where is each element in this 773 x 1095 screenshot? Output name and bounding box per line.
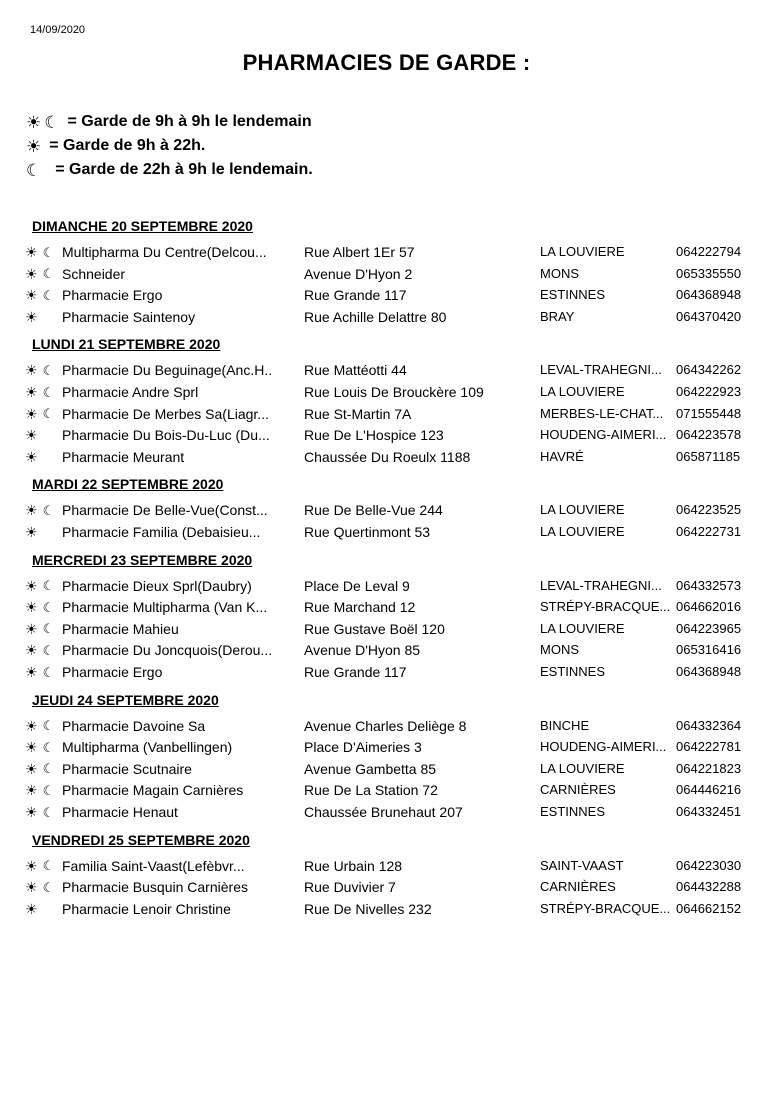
shift-icons <box>25 719 54 733</box>
sun-icon: ☀ <box>25 900 38 917</box>
pharmacy-address: Avenue Gambetta 85 <box>304 760 437 777</box>
pharmacy-row <box>0 287 773 308</box>
pharmacy-city: LEVAL-TRAHEGNI... <box>540 362 662 378</box>
pharmacy-address: Rue Louis De Brouckère 109 <box>304 384 484 400</box>
shift-icons <box>25 859 54 873</box>
day-title: MERCREDI 23 SEPTEMBRE 2020 <box>32 551 253 568</box>
sun-icon: ☀ <box>25 244 38 260</box>
pharmacy-phone: 064368948 <box>676 664 742 679</box>
moon-icon: ☾ <box>42 761 55 777</box>
pharmacy-phone: 064332451 <box>676 804 742 819</box>
pharmacy-row <box>0 266 773 287</box>
pharmacy-city: ESTINNES <box>540 287 606 303</box>
shift-icons <box>25 245 54 259</box>
sun-icon: ☀ <box>25 804 38 820</box>
moon-icon: ☾ <box>42 664 55 680</box>
shift-icons <box>25 267 54 281</box>
pharmacy-name: Pharmacie De Belle-Vue(Const... <box>62 502 268 519</box>
pharmacy-phone: 064221823 <box>676 760 742 776</box>
pharmacy-name: Pharmacie Busquin Carnières <box>62 879 248 896</box>
pharmacy-row <box>0 384 773 405</box>
moon-icon: ☾ <box>42 739 55 755</box>
pharmacy-name: Familia Saint-Vaast(Lefèbvr... <box>62 857 245 874</box>
pharmacy-city: LA LOUVIERE <box>540 524 625 539</box>
sun-icon: ☀ <box>25 427 38 444</box>
pharmacy-name: Pharmacie Lenoir Christine <box>62 900 231 917</box>
shift-icons <box>25 643 54 657</box>
shift-icons <box>25 579 54 593</box>
pharmacy-row <box>0 804 773 825</box>
sun-icon: ☀ <box>25 739 38 756</box>
pharmacy-city: MONS <box>540 265 579 281</box>
pharmacy-city: LA LOUVIERE <box>540 384 625 399</box>
sun-icon: ☀ <box>25 599 38 616</box>
shift-icons <box>25 805 54 819</box>
shift-icons <box>25 665 54 679</box>
shift-icons <box>25 880 54 894</box>
pharmacy-city: LA LOUVIERE <box>540 620 625 636</box>
sun-icon: ☀ <box>25 717 38 734</box>
pharmacy-phone: 071555448 <box>676 405 742 421</box>
moon-icon: ☾ <box>42 782 55 798</box>
pharmacy-address: Rue De L'Hospice 123 <box>304 427 444 444</box>
legend-line-day <box>26 134 313 158</box>
pharmacy-city: SAINT-VAAST <box>540 857 624 873</box>
pharmacy-address: Rue De Belle-Vue 244 <box>304 502 443 519</box>
pharmacy-row <box>0 362 773 383</box>
pharmacy-city: STRÉPY-BRACQUE... <box>540 599 671 615</box>
day-title: JEUDI 24 SEPTEMBRE 2020 <box>32 691 219 708</box>
day-title: LUNDI 21 SEPTEMBRE 2020 <box>32 336 221 353</box>
legend-text: = Garde de 9h à 22h. <box>49 137 206 154</box>
shift-icons <box>25 783 54 797</box>
pharmacy-phone: 064332364 <box>676 717 742 733</box>
document-date: 14/09/2020 <box>30 24 86 36</box>
shift-icons <box>25 428 38 442</box>
shift-icons <box>25 310 38 324</box>
sun-icon: ☀ <box>26 136 42 156</box>
pharmacy-row <box>0 309 773 330</box>
pharmacy-row <box>0 578 773 599</box>
pharmacy-city: LA LOUVIERE <box>540 502 625 518</box>
moon-icon: ☾ <box>42 266 55 282</box>
sun-icon: ☀ <box>25 308 38 325</box>
pharmacy-row <box>0 502 773 523</box>
pharmacy-phone: 064222794 <box>676 244 742 259</box>
pharmacy-address: Rue Mattéotti 44 <box>304 362 407 379</box>
pharmacy-row <box>0 406 773 427</box>
pharmacy-name: Pharmacie Saintenoy <box>62 308 196 325</box>
sun-icon: ☀ <box>25 782 38 799</box>
pharmacy-city: BRAY <box>540 308 575 324</box>
pharmacy-name: Pharmacie Henaut <box>62 804 178 820</box>
pharmacy-name: Pharmacie Du Bois-Du-Luc (Du... <box>62 427 270 444</box>
pharmacy-address: Rue De La Station 72 <box>304 782 438 799</box>
pharmacy-name: Pharmacie Davoine Sa <box>62 717 206 734</box>
pharmacy-name: Pharmacie Familia (Debaisieu... <box>62 524 261 540</box>
pharmacy-address: Rue Achille Delattre 80 <box>304 308 447 325</box>
pharmacy-row <box>0 879 773 900</box>
pharmacy-phone: 064222781 <box>676 739 742 755</box>
sun-icon: ☀ <box>25 620 38 637</box>
legend-line-day-night <box>26 110 313 134</box>
shift-icons <box>25 622 54 636</box>
moon-icon: ☾ <box>26 160 42 180</box>
sun-icon: ☀ <box>25 265 38 282</box>
shift-icons <box>25 450 38 464</box>
pharmacy-phone: 064432288 <box>676 879 742 895</box>
pharmacy-row <box>0 524 773 545</box>
legend <box>26 110 313 182</box>
pharmacy-address: Rue Marchand 12 <box>304 599 416 616</box>
pharmacy-address: Rue De Nivelles 232 <box>304 900 432 917</box>
shift-icons <box>25 740 54 754</box>
pharmacy-name: Pharmacie Magain Carnières <box>62 782 244 799</box>
pharmacy-name: Pharmacie De Merbes Sa(Liagr... <box>62 405 269 422</box>
pharmacy-phone: 064446216 <box>676 782 742 798</box>
pharmacy-name: Pharmacie Ergo <box>62 664 163 680</box>
pharmacy-city: BINCHE <box>540 717 590 733</box>
moon-icon: ☾ <box>42 502 55 518</box>
moon-icon: ☾ <box>42 362 55 378</box>
pharmacy-row <box>0 664 773 685</box>
pharmacy-city: LA LOUVIERE <box>540 244 625 259</box>
moon-icon: ☾ <box>42 804 55 820</box>
pharmacy-city: CARNIÈRES <box>540 879 616 895</box>
sun-icon: ☀ <box>25 664 38 680</box>
pharmacy-city: LEVAL-TRAHEGNI... <box>540 577 662 593</box>
shift-icons <box>25 600 54 614</box>
pharmacy-row <box>0 449 773 470</box>
pharmacy-phone: 064223578 <box>676 427 742 443</box>
sun-icon: ☀ <box>25 879 38 896</box>
pharmacy-row <box>0 761 773 782</box>
pharmacy-city: ESTINNES <box>540 804 606 819</box>
sun-icon: ☀ <box>25 287 38 304</box>
pharmacy-city: MERBES-LE-CHAT... <box>540 405 664 421</box>
pharmacy-phone: 065335550 <box>676 265 742 281</box>
pharmacy-address: Rue Quertinmont 53 <box>304 524 431 540</box>
moon-icon: ☾ <box>42 718 55 734</box>
moon-icon: ☾ <box>42 858 55 874</box>
pharmacy-address: Rue Duvivier 7 <box>304 879 396 896</box>
pharmacy-address: Rue St-Martin 7A <box>304 405 412 422</box>
moon-icon: ☾ <box>42 578 55 594</box>
pharmacy-phone: 064370420 <box>676 308 742 324</box>
pharmacy-address: Avenue D'Hyon 85 <box>304 642 421 659</box>
pharmacy-address: Place D'Aimeries 3 <box>304 739 422 756</box>
moon-icon: ☾ <box>42 244 55 260</box>
moon-icon: ☾ <box>42 621 55 637</box>
pharmacy-name: Pharmacie Mahieu <box>62 620 179 637</box>
pharmacy-name: Pharmacie Du Joncquois(Derou... <box>62 642 273 659</box>
pharmacy-city: MONS <box>540 642 579 658</box>
pharmacy-row <box>0 427 773 448</box>
shift-icons <box>25 288 54 302</box>
shift-icons <box>25 525 38 539</box>
legend-text: = Garde de 9h à 9h le lendemain <box>67 113 312 130</box>
pharmacy-row <box>0 244 773 265</box>
pharmacy-phone: 064223525 <box>676 502 742 518</box>
moon-icon: ☾ <box>42 384 55 400</box>
pharmacy-address: Chaussée Brunehaut 207 <box>304 804 463 820</box>
pharmacy-phone: 064223030 <box>676 857 742 873</box>
sun-icon: ☀ <box>25 362 38 379</box>
pharmacy-row <box>0 739 773 760</box>
pharmacy-city: ESTINNES <box>540 664 606 679</box>
pharmacy-city: HAVRÉ <box>540 448 584 464</box>
moon-icon: ☾ <box>42 599 55 615</box>
pharmacy-phone: 065316416 <box>676 642 742 658</box>
pharmacy-city: STRÉPY-BRACQUE... <box>540 900 671 916</box>
shift-icons <box>25 385 54 399</box>
pharmacy-address: Rue Gustave Boël 120 <box>304 620 445 637</box>
pharmacy-name: Schneider <box>62 265 126 282</box>
legend-text: = Garde de 22h à 9h le lendemain. <box>55 161 313 178</box>
pharmacy-city: LA LOUVIERE <box>540 760 625 776</box>
moon-icon: ☾ <box>44 112 60 132</box>
pharmacy-city: HOUDENG-AIMERI... <box>540 427 667 443</box>
pharmacy-address: Avenue Charles Deliège 8 <box>304 717 467 734</box>
pharmacy-row <box>0 642 773 663</box>
day-title: MARDI 22 SEPTEMBRE 2020 <box>32 476 224 493</box>
pharmacy-city: CARNIÈRES <box>540 782 616 798</box>
pharmacy-row <box>0 858 773 879</box>
pharmacy-name: Pharmacie Meurant <box>62 448 185 465</box>
sun-icon: ☀ <box>25 502 38 519</box>
pharmacy-phone: 065871185 <box>676 448 741 464</box>
shift-icons <box>25 762 54 776</box>
pharmacy-name: Pharmacie Du Beguinage(Anc.H.. <box>62 362 273 379</box>
sun-icon: ☀ <box>25 384 38 400</box>
sun-icon: ☀ <box>25 524 38 540</box>
sun-icon: ☀ <box>26 112 42 132</box>
pharmacy-name: Multipharma Du Centre(Delcou... <box>62 244 267 260</box>
sun-icon: ☀ <box>25 642 38 659</box>
pharmacy-phone: 064662016 <box>676 599 742 615</box>
moon-icon: ☾ <box>42 642 55 658</box>
pharmacy-row <box>0 901 773 922</box>
pharmacy-city: HOUDENG-AIMERI... <box>540 739 667 755</box>
moon-icon: ☾ <box>42 287 55 303</box>
pharmacy-name: Pharmacie Multipharma (Van K... <box>62 599 268 616</box>
page-title: PHARMACIES DE GARDE : <box>242 50 531 75</box>
pharmacy-address: Rue Grande 117 <box>304 287 407 304</box>
sun-icon: ☀ <box>25 760 38 777</box>
pharmacy-phone: 064223965 <box>676 620 742 636</box>
sun-icon: ☀ <box>25 577 38 594</box>
pharmacy-phone: 064342262 <box>676 362 742 378</box>
pharmacy-phone: 064222731 <box>676 524 742 539</box>
sun-icon: ☀ <box>25 857 38 874</box>
pharmacy-phone: 064368948 <box>676 287 742 303</box>
moon-icon: ☾ <box>42 406 55 422</box>
sun-icon: ☀ <box>25 405 38 422</box>
pharmacy-address: Chaussée Du Roeulx 1188 <box>304 448 471 465</box>
pharmacy-name: Multipharma (Vanbellingen) <box>62 739 233 756</box>
pharmacy-phone: 064662152 <box>676 900 742 916</box>
pharmacy-name: Pharmacie Dieux Sprl(Daubry) <box>62 577 252 594</box>
day-title: DIMANCHE 20 SEPTEMBRE 2020 <box>32 218 253 234</box>
moon-icon: ☾ <box>42 879 55 895</box>
pharmacy-phone: 064332573 <box>676 577 742 593</box>
pharmacy-address: Place De Leval 9 <box>304 577 410 594</box>
shift-icons <box>25 503 54 517</box>
pharmacy-name: Pharmacie Ergo <box>62 287 163 304</box>
shift-icons <box>25 407 54 421</box>
sun-icon: ☀ <box>25 448 38 465</box>
pharmacy-address: Rue Albert 1Er 57 <box>304 244 415 260</box>
pharmacy-row <box>0 599 773 620</box>
pharmacy-row <box>0 621 773 642</box>
pharmacy-address: Rue Urbain 128 <box>304 857 403 874</box>
pharmacy-name: Pharmacie Scutnaire <box>62 760 192 777</box>
pharmacy-row <box>0 782 773 803</box>
pharmacy-address: Rue Grande 117 <box>304 664 407 680</box>
pharmacy-address: Avenue D'Hyon 2 <box>304 265 413 282</box>
shift-icons <box>25 363 54 377</box>
day-title: VENDREDI 25 SEPTEMBRE 2020 <box>32 831 250 848</box>
pharmacy-name: Pharmacie Andre Sprl <box>62 384 199 400</box>
pharmacy-row <box>0 718 773 739</box>
shift-icons <box>25 902 38 916</box>
legend-line-night <box>26 158 313 182</box>
pharmacy-phone: 064222923 <box>676 384 742 399</box>
